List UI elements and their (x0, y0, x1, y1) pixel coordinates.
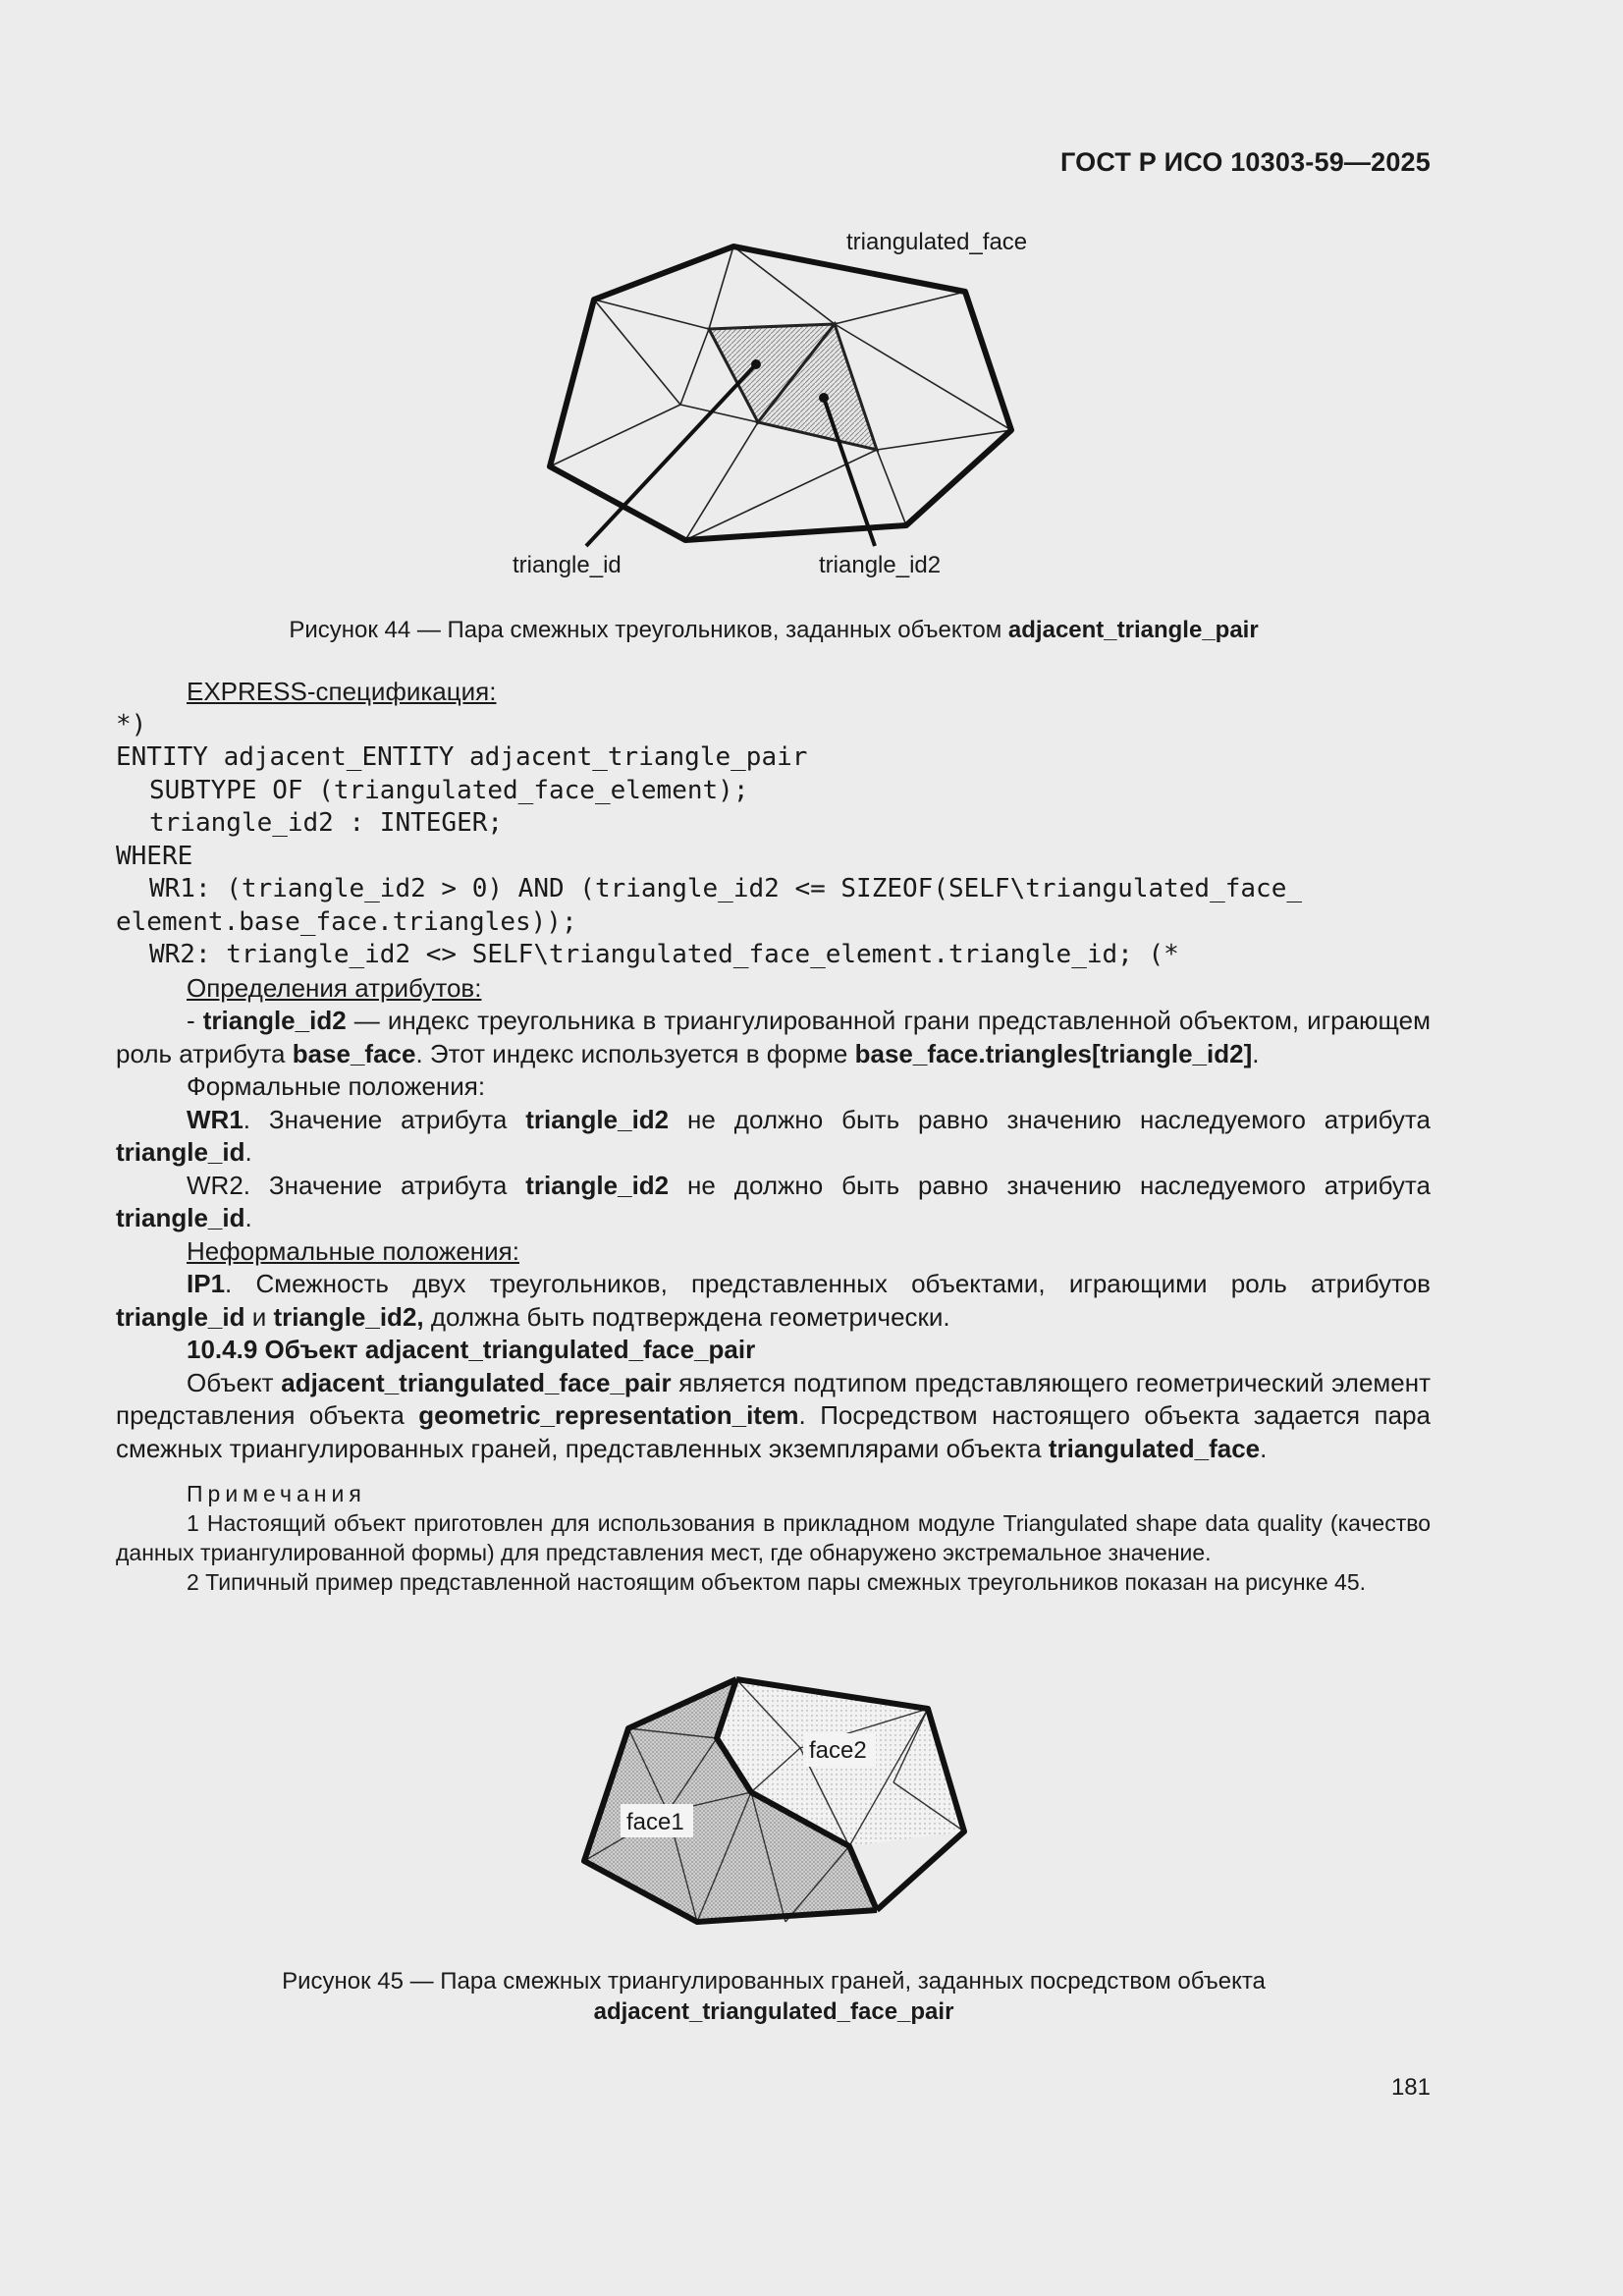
notes-heading: Примечания (187, 1481, 366, 1506)
formal-heading: Формальные положения: (187, 1071, 486, 1101)
attributes-heading: Определения атрибутов: (187, 972, 482, 1003)
figure-45-caption (0, 1966, 1547, 2027)
figure-45-caption-line2: adjacent_triangulated_face_pair (593, 1998, 954, 2025)
label-triangulated-face: triangulated_face (846, 229, 1028, 255)
code-line: *) (116, 709, 147, 739)
express-code-block (116, 709, 1431, 972)
figure-44 (491, 221, 1080, 589)
figure-45 (569, 1665, 982, 1940)
section-heading: 10.4.9 Объект adjacent_triangulated_face_pair (187, 1335, 756, 1364)
rule-wr2: WR2. Значение атрибута triangle_id2 не должно быть равно значению наследуемого атрибута triangle_id. (116, 1170, 1431, 1232)
label-triangle-id: triangle_id (513, 552, 622, 578)
figure-44-caption-text: Рисунок 44 — Пара смежных треугольников, заданных объектом (289, 617, 1008, 643)
adjacent-faces-diagram (569, 1665, 982, 1940)
code-line: ENTITY adjacent_ENTITY adjacent_triangle_pair (116, 742, 808, 772)
body-content (116, 676, 1431, 1597)
code-line: SUBTYPE OF (triangulated_face_element); (149, 775, 749, 805)
triangulated-face-diagram (491, 221, 1080, 589)
code-line: triangle_id2 : INTEGER; (149, 808, 504, 838)
label-face2: face2 (809, 1737, 867, 1764)
informal-heading: Неформальные положения: (187, 1235, 519, 1266)
notes-block (116, 1479, 1431, 1597)
attribute-definition: - triangle_id2 — индекс треугольника в триангулированной грани представленной объектом, играющем роль атрибута base_face. Этот индекс используется в форме base_face.triangles[triangle_id2]. (116, 1006, 1431, 1068)
code-line: WHERE (116, 841, 193, 871)
code-line: WR2: triangle_id2 <> SELF\triangulated_face_element.triangle_id; (* (149, 940, 1179, 969)
section-paragraph: Объект adjacent_triangulated_face_pair является подтипом представляющего геометрический элемент представления объекта geometric_representation_item. Посредством настоящего объекта задается пара смежных триангулированных граней, представленных экземплярами объекта triangulated_face. (116, 1367, 1432, 1463)
document-code: ГОСТ Р ИСО 10303-59—2025 (1060, 147, 1431, 177)
label-triangle-id2: triangle_id2 (819, 552, 942, 578)
figure-44-caption (0, 617, 1547, 644)
note-1: 1 Настоящий объект приготовлен для использования в прикладном модуле Triangulated shape data quality (качество данных триангулированной формы) для представления мест, где обнаружено экстремальное значение. (116, 1510, 1431, 1565)
express-heading: EXPRESS-спецификация: (187, 677, 497, 706)
proposition-ip1: IP1. Смежность двух треугольников, представленных объектами, играющими роль атрибутов triangle_id и triangle_id2, должна быть подтверждена геометрически. (116, 1269, 1431, 1332)
label-face1: face1 (626, 1809, 684, 1835)
rule-wr1: WR1. Значение атрибута triangle_id2 не должно быть равно значению наследуемого атрибута triangle_id. (116, 1104, 1431, 1167)
note-2: 2 Типичный пример представленной настоящим объектом пары смежных треугольников показан на рисунке 45. (187, 1569, 1366, 1595)
code-line: element.base_face.triangles)); (116, 906, 577, 937)
code-line: WR1: (triangle_id2 > 0) AND (triangle_id2 <= SIZEOF(SELF\triangulated_face_ (149, 874, 1302, 903)
page-number: 181 (1390, 2074, 1431, 2101)
figure-45-caption-line1: Рисунок 45 — Пара смежных триангулированных граней, заданных посредством объекта (282, 1968, 1266, 1995)
figure-44-caption-entity: adjacent_triangle_pair (1007, 617, 1259, 643)
